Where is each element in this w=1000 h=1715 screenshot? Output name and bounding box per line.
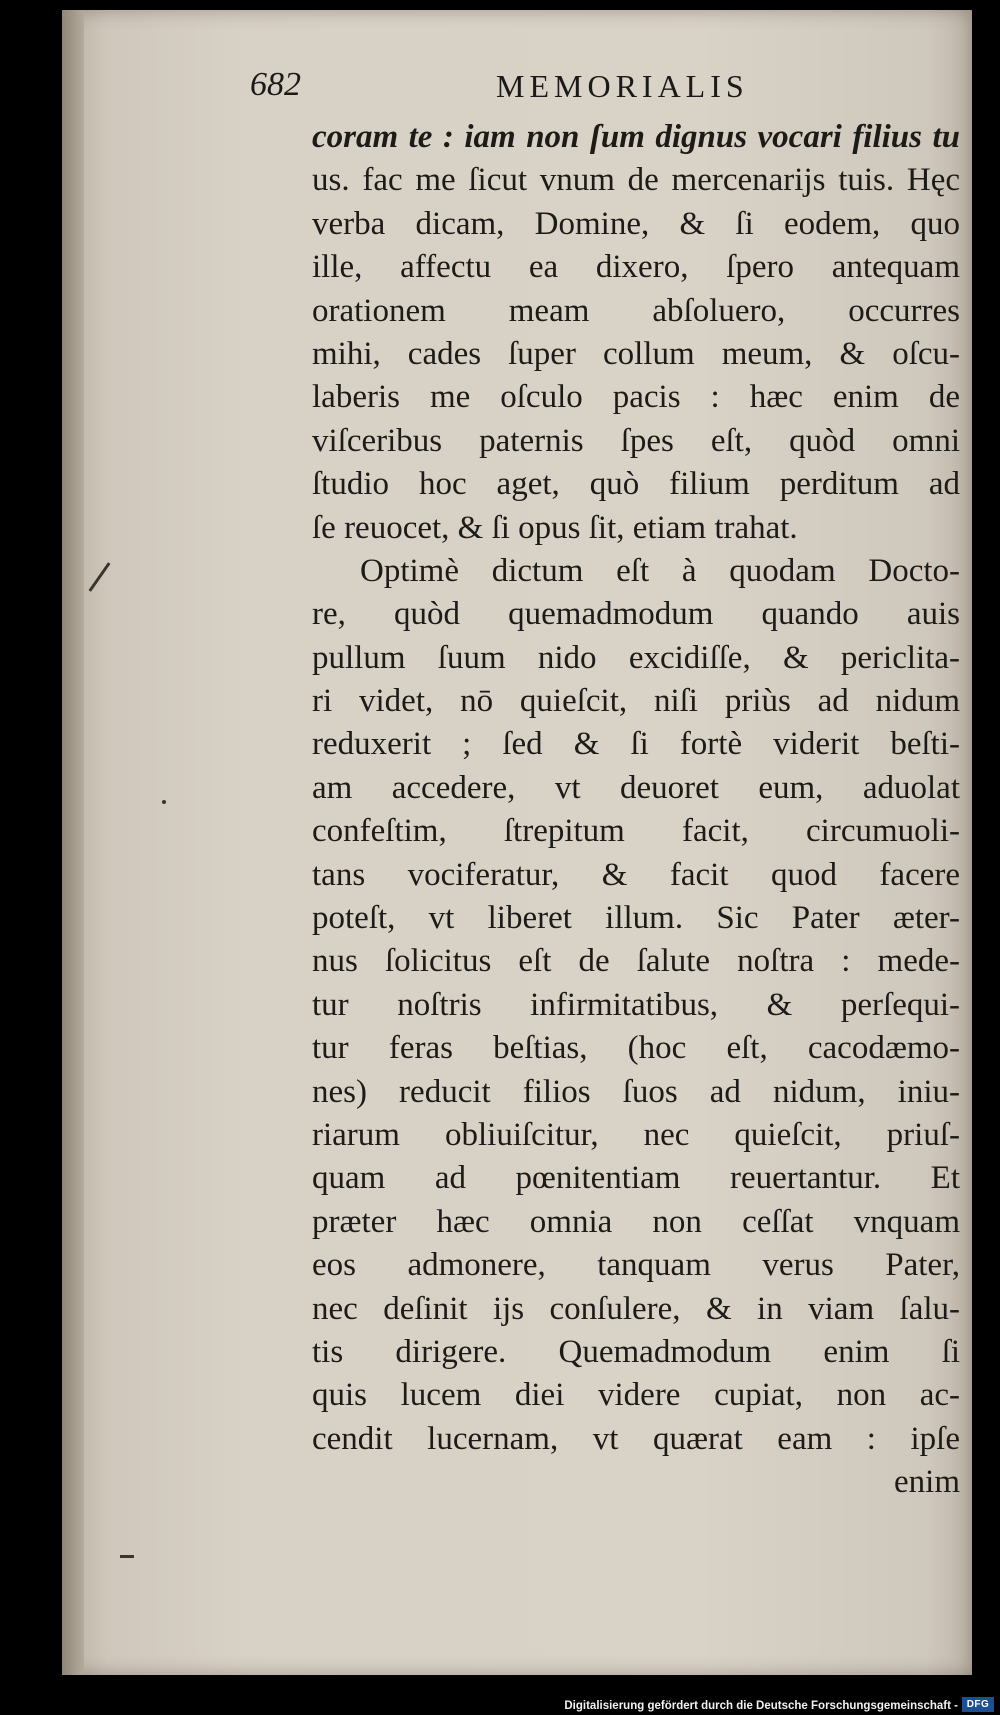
page-header — [250, 66, 970, 112]
text-line: præter hæc omnia non ceſſat vnquam — [312, 1203, 960, 1240]
footer-bar — [0, 1693, 1000, 1715]
text-line: ſtudio hoc aget, quò filium perditum ad — [312, 466, 960, 503]
text-line: ille, affectu ea dixero, ſpero antequam — [312, 249, 960, 286]
text-line: nec deſinit ijs conſulere, & in viam ſalu- — [312, 1290, 960, 1327]
text-line: viſceribus paternis ſpes eſt, quòd omni — [312, 422, 960, 459]
text-line: re, quòd quemadmodum quando auis — [312, 596, 960, 633]
funding-credit: Digitalisierung gefördert durch die Deutsche Forschungsgemeinschaft - — [564, 1700, 958, 1712]
text-line: tur noſtris infirmitatibus, & perſequi- — [312, 986, 960, 1023]
text-line: ſe reuocet, & ſi opus ſit, etiam trahat. — [312, 509, 798, 546]
text-line: coram te : iam non ſum dignus vocari filius tu — [312, 119, 960, 155]
text-line: orationem meam abſoluero, occurres — [312, 292, 960, 329]
text-line: mihi, cades ſuper collum meum, & oſcu- — [312, 335, 960, 372]
text-line: quis lucem diei videre cupiat, non ac- — [312, 1377, 960, 1414]
text-line: ri videt, nō quieſcit, niſi priùs ad nidum — [312, 683, 960, 720]
running-title: MEMORIALIS — [496, 68, 749, 104]
text-line: tans vociferatur, & facit quod facere — [312, 856, 960, 893]
text-line: pullum ſuum nido excidiſſe, & periclita- — [312, 639, 960, 676]
margin-mark — [120, 1555, 134, 1558]
body-text — [312, 116, 960, 1505]
text-line: am accedere, vt deuoret eum, aduolat — [312, 769, 960, 806]
text-line: riarum obliuiſcitur, nec quieſcit, priuſ- — [312, 1116, 960, 1153]
text-line: Optimè dictum eſt à quodam Docto- — [360, 552, 960, 589]
text-line: tis dirigere. Quemadmodum enim ſi — [312, 1333, 960, 1370]
text-line: verba dicam, Domine, & ſi eodem, quo — [312, 205, 960, 242]
text-line: tur feras beſtias, (hoc eſt, cacodæmo- — [312, 1030, 960, 1067]
dfg-logo-icon: DFG — [962, 1697, 994, 1712]
page-number: 682 — [250, 66, 301, 103]
page-gutter — [62, 10, 84, 1675]
catchword: enim — [894, 1464, 960, 1501]
text-line: us. fac me ſicut vnum de mercenarijs tuis. Hęc — [312, 162, 960, 199]
text-line: reduxerit ; ſed & ſi fortè viderit beſti- — [312, 726, 960, 763]
text-line: laberis me oſculo pacis : hæc enim de — [312, 379, 960, 416]
margin-mark — [162, 800, 166, 804]
text-line: nes) reducit filios ſuos ad nidum, iniu- — [312, 1073, 960, 1110]
text-line: nus ſolicitus eſt de ſalute noſtra : mede- — [312, 943, 960, 980]
text-line: confeſtim, ſtrepitum facit, circumuoli- — [312, 813, 960, 850]
text-line: poteſt, vt liberet illum. Sic Pater æter- — [312, 900, 960, 937]
text-line: cendit lucernam, vt quærat eam : ipſe — [312, 1420, 960, 1457]
text-line: eos admonere, tanquam verus Pater, — [312, 1247, 960, 1284]
text-line: quam ad pœnitentiam reuertantur. Et — [312, 1160, 960, 1197]
